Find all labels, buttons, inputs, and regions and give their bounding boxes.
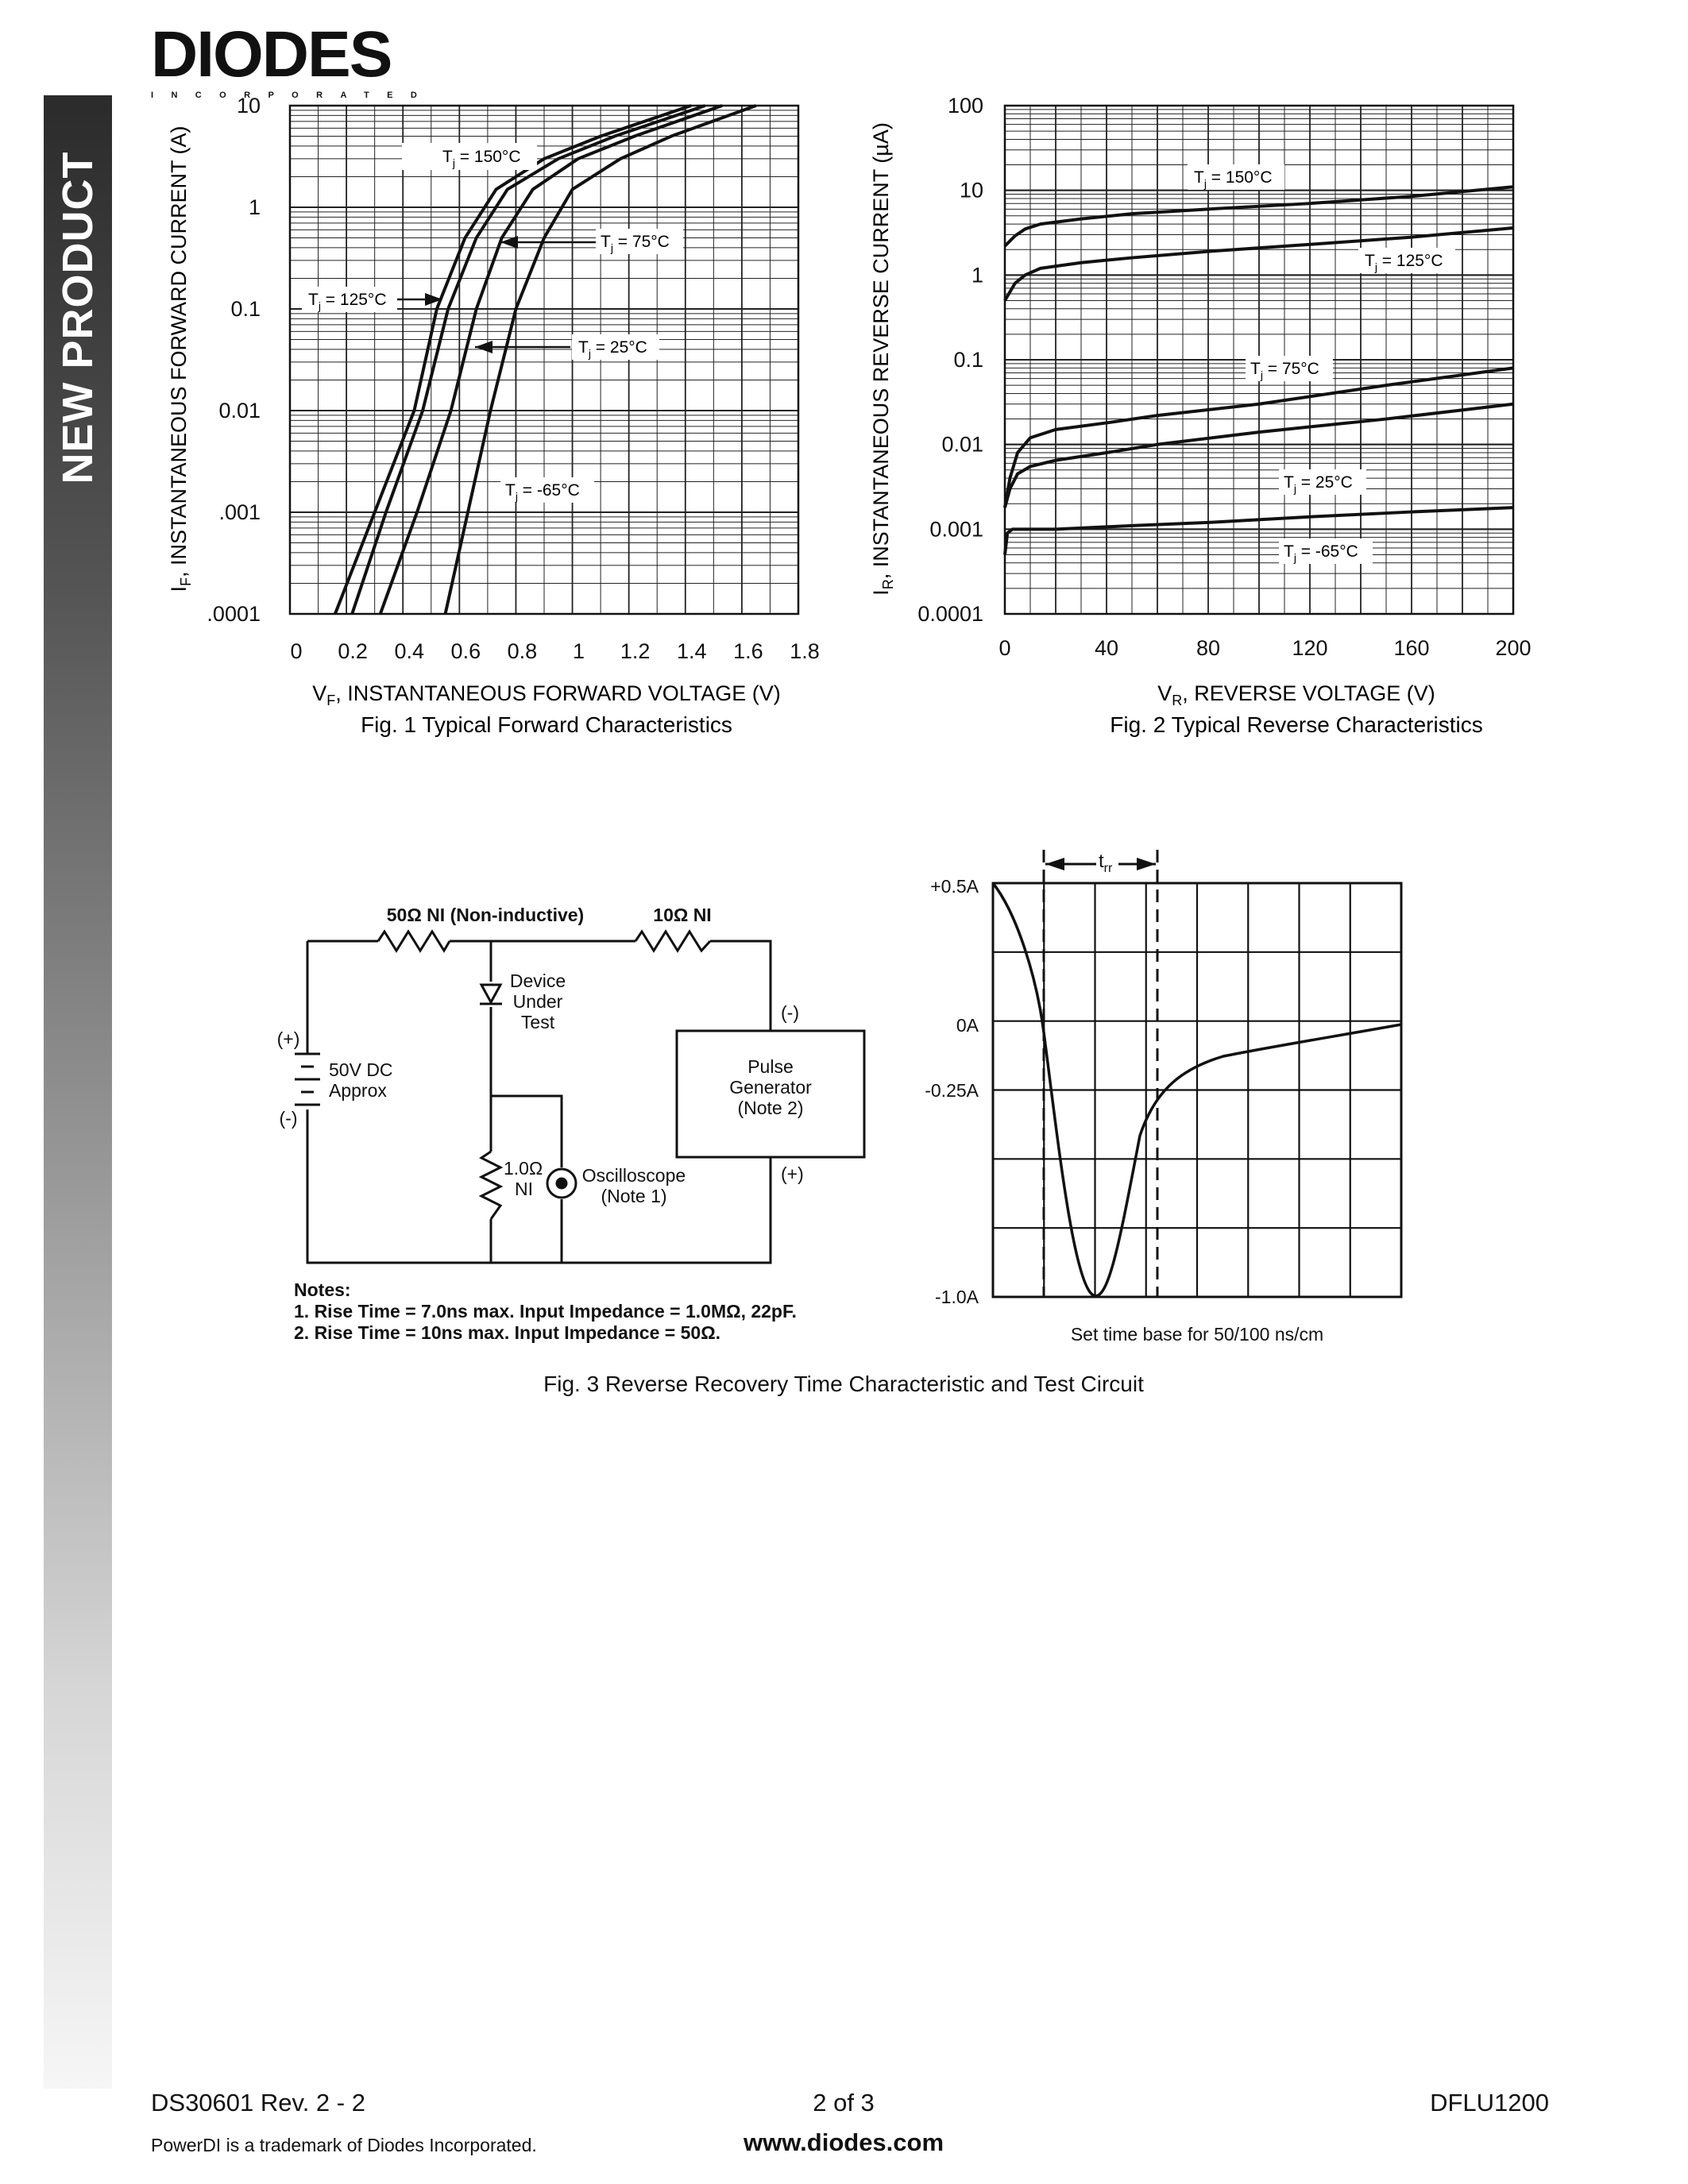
fig1-curves <box>335 106 756 614</box>
fig1-ylabel: $I_F$, INSTANTANEOUS FORWARD CURRENT (A) <box>167 125 194 592</box>
pulse-minus: (-) <box>781 1002 799 1023</box>
wire <box>491 1096 562 1167</box>
fig2-y-tick-label: 0.1 <box>953 348 983 372</box>
fig1-y-tick-label: 1 <box>248 195 261 219</box>
svg-text:Tj = 25°C: $T_j = 25^\circ C$ <box>1284 473 1353 495</box>
supply-plus: (+) <box>276 1028 300 1049</box>
svg-text:Tj = 75°C: $T_j = 75^\circ C$ <box>601 233 670 254</box>
label-text: $T_j = 150^\circ C$ <box>442 148 521 169</box>
footer-trademark: PowerDI is a trademark of Diodes Incorporated. <box>151 2135 537 2155</box>
fig1-y-tick-label: 0.01 <box>218 399 261 423</box>
fig1-x-tick-label: 1.4 <box>677 639 707 663</box>
fig2-x-tick-label: 200 <box>1495 636 1532 660</box>
fig1-x-ticks <box>290 639 819 663</box>
pulse-plus: (+) <box>781 1163 804 1184</box>
fig3-caption: Fig. 3 Reverse Recovery Time Characteristic and Test Circuit <box>543 1372 1144 1396</box>
fig1-chart <box>167 94 820 737</box>
pulse-label-2: Generator <box>729 1077 812 1098</box>
fig1-x-tick-label: 0.2 <box>338 639 368 663</box>
logo-text: DIODES <box>151 18 392 91</box>
oscilloscope-dot <box>557 1179 566 1188</box>
svg-text:Tj = 25°C: $T_j = 25^\circ C$ <box>578 338 647 360</box>
logo-subtext: INCORPORATED <box>151 91 435 100</box>
fig2-x-tick-label: 160 <box>1393 636 1430 660</box>
fig2-label-75 <box>1246 356 1333 381</box>
fig2-y-tick-label: 0.01 <box>941 432 983 457</box>
fig2-label-150 <box>1188 164 1284 190</box>
dut-label-3: Test <box>520 1012 555 1032</box>
footer-page: 2 of 3 <box>813 2089 875 2116</box>
circuit-labels <box>277 905 812 1343</box>
wave-grid <box>993 883 1401 1297</box>
fig1-label-150 <box>402 143 537 170</box>
diode-icon <box>481 985 500 1002</box>
fig1-x-tick-label: 0.8 <box>507 639 538 663</box>
resistor-1-icon <box>481 1152 500 1219</box>
fig2-y-tick-label: 10 <box>959 178 983 203</box>
fig2-xlabel: $V_R$, REVERSE VOLTAGE (V) <box>1157 681 1435 708</box>
fig1-y-tick-label: 10 <box>236 94 261 118</box>
dut-label-2: Under <box>512 991 563 1012</box>
r1-label: 50Ω NI (Non-inductive) <box>386 905 585 925</box>
fig1-x-tick-label: 1.6 <box>733 639 763 663</box>
fig2-y-tick-label: 100 <box>947 94 983 118</box>
fig2-caption: Fig. 2 Typical Reverse Characteristics <box>1110 712 1483 737</box>
svg-text:Tj = 150°C: $T_j = 150^\circ C$ <box>1194 168 1273 190</box>
notes-title: Notes: <box>294 1279 351 1300</box>
dut-label-1: Device <box>509 970 566 991</box>
scope-label-2: (Note 1) <box>601 1186 667 1206</box>
footer-doc-id: DS30601 Rev. 2 - 2 <box>151 2089 365 2116</box>
fig1-x-tick-label: 0 <box>290 639 303 663</box>
arrow-right-icon <box>1137 858 1156 870</box>
fig2-x-tick-label: 120 <box>1292 636 1328 660</box>
arrow-left-icon <box>1045 858 1064 870</box>
fig2-x-tick-label: 80 <box>1196 636 1221 660</box>
r3-label-1: 1.0Ω <box>504 1158 543 1179</box>
r2-label: 10Ω NI <box>653 905 712 925</box>
fig2-y-tick-label: 0.001 <box>929 517 983 542</box>
fig1-xlabel: $V_F$, INSTANTANEOUS FORWARD VOLTAGE (V) <box>312 681 781 708</box>
fig1-y-tick-label: .001 <box>218 500 261 524</box>
svg-text:Tj = 125°C: $T_j = 125^\circ C$ <box>1365 252 1443 273</box>
fig1-series-line-2 <box>380 106 722 614</box>
time-base-note: Set time base for 50/100 ns/cm <box>1070 1324 1324 1345</box>
supply-minus: (-) <box>279 1108 298 1129</box>
note-2: 2. Rise Time = 10ns max. Input Impedance = 50Ω. <box>294 1322 721 1343</box>
wave-ylabel-neg: -1.0A <box>935 1287 979 1307</box>
sidebar-label: NEW PRODUCT <box>54 151 102 484</box>
fig2-label-125 <box>1358 248 1455 273</box>
supply-label-2: Approx <box>329 1080 387 1101</box>
fig2-x-tick-label: 0 <box>999 636 1011 660</box>
fig1-y-ticks <box>207 94 261 626</box>
fig2-label-m65 <box>1279 538 1373 564</box>
fig1-x-tick-label: 1 <box>573 639 585 663</box>
wave-ylabel-pos: +0.5A <box>930 876 979 897</box>
footer-part: DFLU1200 <box>1430 2089 1549 2116</box>
resistor-50-icon <box>378 932 450 951</box>
scope-label-1: Oscilloscope <box>581 1165 686 1186</box>
fig2-chart <box>869 94 1532 737</box>
fig2-y-tick-label: 1 <box>971 263 983 287</box>
note-1: 1. Rise Time = 7.0ns max. Input Impedance = 1.0MΩ, 22pF. <box>294 1301 797 1322</box>
fig1-label-m65 <box>500 477 594 503</box>
wire <box>307 1109 771 1263</box>
fig1-y-tick-label: .0001 <box>207 602 261 626</box>
fig2-label-25 <box>1279 469 1366 495</box>
supply-label-1: 50V DC <box>329 1059 393 1080</box>
fig2-y-ticks <box>917 94 983 626</box>
fig1-x-tick-label: 1.8 <box>790 639 820 663</box>
fig2-ylabel: $I_R$, INSTANTANEOUS REVERSE CURRENT (µA) <box>869 122 896 596</box>
fig2-x-ticks <box>999 636 1531 660</box>
resistor-10-icon <box>635 932 710 951</box>
wave-ylabel-zero: 0A <box>956 1015 979 1036</box>
svg-text:Tj = -65°C: $T_j = -65^\circ C$ <box>505 481 580 503</box>
svg-text:Tj = 75°C: $T_j = 75^\circ C$ <box>1250 360 1319 381</box>
footer-website-link[interactable]: www.diodes.com <box>743 2128 944 2156</box>
trr-waveform <box>925 850 1401 1345</box>
fig1-label-75 <box>500 229 683 254</box>
svg-text:Tj = -65°C: $T_j = -65^\circ C$ <box>1284 542 1358 564</box>
fig1-y-tick-label: 0.1 <box>230 297 261 321</box>
fig1-x-tick-label: 0.6 <box>450 639 481 663</box>
trr-label: $t_{rr}$ <box>1099 851 1113 875</box>
r3-label-2: NI <box>515 1179 533 1199</box>
svg-text:Tj = 125°C: $T_j = 125^\circ C$ <box>308 291 387 312</box>
wire <box>710 941 771 1031</box>
fig2-y-tick-label: 0.0001 <box>917 602 983 626</box>
fig2-x-tick-label: 40 <box>1094 636 1119 660</box>
fig1-x-tick-label: 1.2 <box>620 639 651 663</box>
fig1-caption: Fig. 1 Typical Forward Characteristics <box>361 712 732 737</box>
wave-ylabel-quarter: -0.25A <box>925 1080 979 1101</box>
pulse-label-1: Pulse <box>747 1056 794 1077</box>
pulse-label-3: (Note 2) <box>737 1098 804 1118</box>
fig1-x-tick-label: 0.4 <box>394 639 424 663</box>
